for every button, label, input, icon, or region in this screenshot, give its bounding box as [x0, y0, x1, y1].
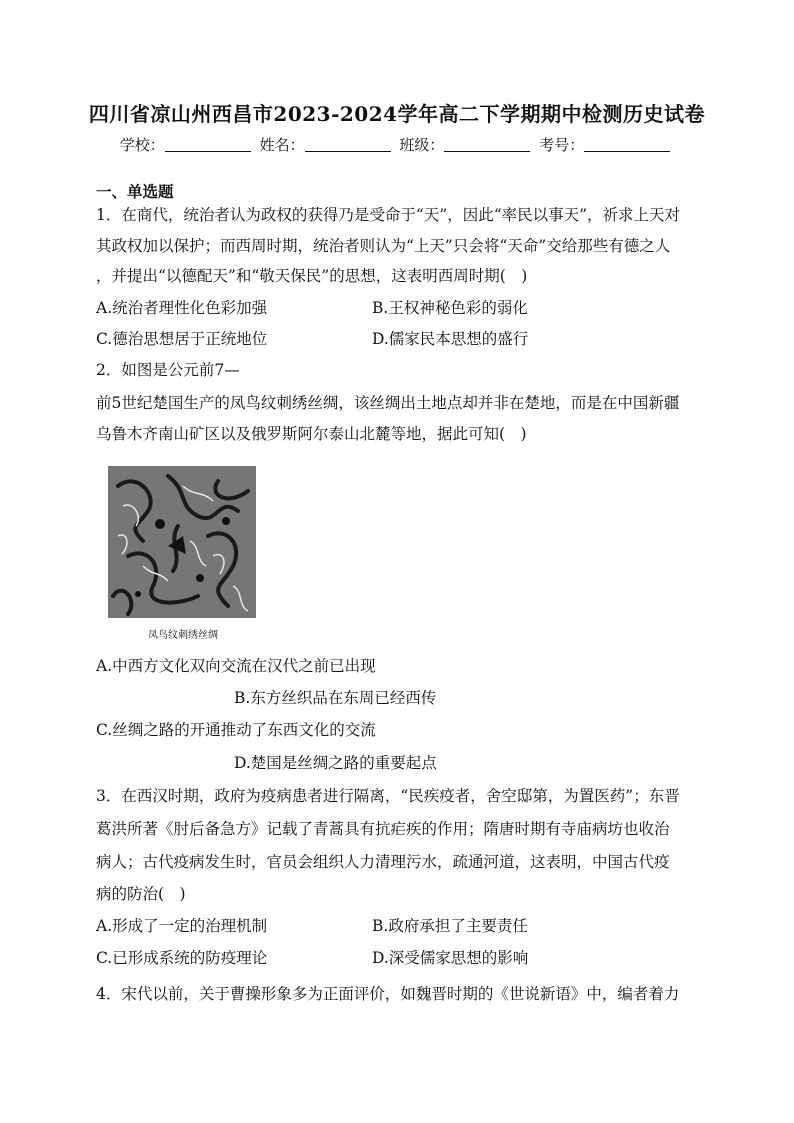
question-1-line-2: 其政权加以保护；而西周时期，统治者则认为“上天”只会将“天命”交给那些有德之人: [96, 237, 671, 255]
question-3-option-b[interactable]: B.政府承担了主要责任: [372, 917, 528, 935]
question-2-option-c[interactable]: C.丝绸之路的开通推动了东西文化的交流: [96, 721, 376, 739]
exam-title: 四川省凉山州西昌市2023-2024学年高二下学期期中检测历史试卷: [88, 102, 706, 126]
section-title: 一、单选题: [96, 182, 174, 201]
class-blank[interactable]: [444, 137, 530, 152]
number-label: 考号：: [539, 136, 585, 154]
class-label: 班级：: [399, 136, 445, 154]
student-info-row: [0, 134, 794, 155]
name-blank[interactable]: [305, 137, 391, 152]
question-3-line-2: 葛洪所著《肘后备急方》记载了青蒿具有抗疟疾的作用；隋唐时期有寺庙病坊也收治: [96, 820, 670, 838]
question-1-option-c[interactable]: C.德治思想居于正统地位: [96, 330, 268, 348]
question-1-option-b[interactable]: B.王权神秘色彩的弱化: [372, 299, 528, 317]
question-1-option-a[interactable]: A.统治者理性化色彩加强: [96, 299, 268, 317]
phoenix-silk-embroidery-image: [108, 466, 256, 618]
school-label: 学校：: [119, 136, 165, 154]
name-label: 姓名：: [259, 136, 305, 154]
question-3-option-c[interactable]: C.已形成系统的防疫理论: [96, 949, 268, 967]
question-3-option-d[interactable]: D.深受儒家思想的影响: [372, 949, 529, 967]
question-2-line-1: 2．如图是公元前7—: [96, 361, 240, 379]
question-1-line-3: ，并提出“以德配天”和“敬天保民”的思想，这表明西周时期( ): [96, 267, 528, 285]
figure-caption: 凤鸟纹刺绣丝绸: [148, 630, 218, 641]
question-2-line-3: 乌鲁木齐南山矿区以及俄罗斯阿尔泰山北麓等地，据此可知( ): [96, 425, 527, 443]
number-blank[interactable]: [584, 137, 670, 152]
question-2-option-a[interactable]: A.中西方文化双向交流在汉代之前已出现: [96, 657, 376, 675]
question-1-line-1: 1．在商代，统治者认为政权的获得乃是受命于“天”，因此“率民以事天”，祈求上天对: [96, 206, 681, 224]
question-3-line-4: 病的防治( ): [96, 885, 186, 903]
question-4-line-1: 4．宋代以前，关于曹操形象多为正面评价，如魏晋时期的《世说新语》中，编者着力: [96, 985, 680, 1003]
question-3-option-a[interactable]: A.形成了一定的治理机制: [96, 917, 268, 935]
question-3-line-3: 病人；古代疫病发生时，官员会组织人力清理污水，疏通河道，这表明，中国古代疫: [96, 853, 670, 871]
question-2-line-2: 前5世纪楚国生产的凤鸟纹刺绣丝绸，该丝绸出土地点却并非在楚地，而是在中国新疆: [96, 394, 680, 412]
question-3-line-1: 3．在西汉时期，政府为疫病患者进行隔离，“民疾疫者，舍空邸第，为置医药”；东晋: [96, 787, 680, 805]
question-2-option-d[interactable]: D.楚国是丝绸之路的重要起点: [234, 754, 437, 772]
question-2-option-b[interactable]: B.东方丝织品在东周已经西传: [234, 689, 437, 707]
question-1-option-d[interactable]: D.儒家民本思想的盛行: [372, 330, 529, 348]
school-blank[interactable]: [165, 137, 251, 152]
